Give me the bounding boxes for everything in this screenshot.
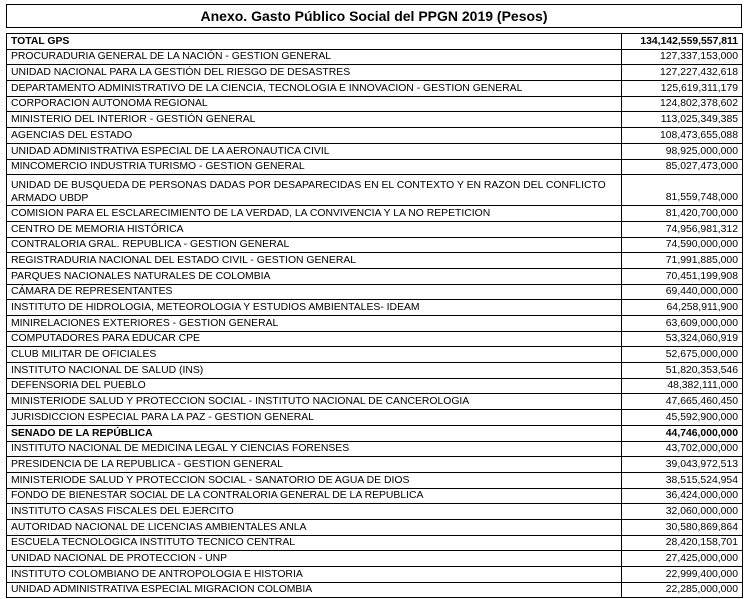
entity-name-cell[interactable]: AGENCIAS DEL ESTADO <box>7 128 622 144</box>
entity-name-cell[interactable]: CENTRO DE MEMORIA HISTÓRICA <box>7 221 622 237</box>
table-row <box>7 237 743 253</box>
amount-cell[interactable]: 53,324,060,919 <box>622 331 743 347</box>
amount-cell[interactable]: 134,142,559,557,811 <box>622 34 743 50</box>
amount-cell[interactable]: 32,060,000,000 <box>622 504 743 520</box>
table-row <box>7 300 743 316</box>
amount-cell[interactable]: 71,991,885,000 <box>622 253 743 269</box>
table-row <box>7 363 743 379</box>
entity-name-cell[interactable]: ESCUELA TECNOLOGICA INSTITUTO TECNICO CENTRAL <box>7 535 622 551</box>
entity-name-cell[interactable]: DEPARTAMENTO ADMINISTRATIVO DE LA CIENCIA, TECNOLOGIA E INNOVACION - GESTION GENERAL <box>7 81 622 97</box>
table-row <box>7 567 743 583</box>
spending-table-body <box>7 34 743 598</box>
entity-name-cell[interactable]: PROCURADURIA GENERAL DE LA NACIÓN - GESTION GENERAL <box>7 49 622 65</box>
entity-name-cell[interactable]: DEFENSORIA DEL PUEBLO <box>7 378 622 394</box>
amount-cell[interactable]: 69,440,000,000 <box>622 284 743 300</box>
entity-name-cell[interactable]: CÁMARA DE REPRESENTANTES <box>7 284 622 300</box>
table-row <box>7 394 743 410</box>
amount-cell[interactable]: 85,027,473,000 <box>622 159 743 175</box>
amount-cell[interactable]: 81,420,700,000 <box>622 206 743 222</box>
amount-cell[interactable]: 113,025,349,385 <box>622 112 743 128</box>
table-row <box>7 221 743 237</box>
entity-name-cell[interactable]: AUTORIDAD NACIONAL DE LICENCIAS AMBIENTALES ANLA <box>7 519 622 535</box>
table-row <box>7 331 743 347</box>
entity-name-cell[interactable]: INSTITUTO CASAS FISCALES DEL EJERCITO <box>7 504 622 520</box>
entity-name-cell[interactable]: UNIDAD ADMINISTRATIVA ESPECIAL DE LA AERONAUTICA CIVIL <box>7 143 622 159</box>
table-row <box>7 112 743 128</box>
table-row <box>7 457 743 473</box>
amount-cell[interactable]: 22,285,000,000 <box>622 582 743 598</box>
table-row <box>7 159 743 175</box>
table-row <box>7 253 743 269</box>
table-row <box>7 504 743 520</box>
table-row <box>7 175 743 206</box>
table-row <box>7 143 743 159</box>
amount-cell[interactable]: 22,999,400,000 <box>622 567 743 583</box>
entity-name-cell[interactable]: UNIDAD NACIONAL PARA LA GESTIÓN DEL RIESGO DE DESASTRES <box>7 65 622 81</box>
table-row <box>7 378 743 394</box>
entity-name-cell[interactable]: UNIDAD NACIONAL DE PROTECCION - UNP <box>7 551 622 567</box>
table-row <box>7 316 743 332</box>
amount-cell[interactable]: 45,592,900,000 <box>622 410 743 426</box>
entity-name-cell[interactable]: JURISDICCION ESPECIAL PARA LA PAZ - GESTION GENERAL <box>7 410 622 426</box>
table-row <box>7 268 743 284</box>
entity-name-cell[interactable]: INSTITUTO DE HIDROLOGIA, METEOROLOGIA Y ESTUDIOS AMBIENTALES- IDEAM <box>7 300 622 316</box>
table-row <box>7 582 743 598</box>
amount-cell[interactable]: 52,675,000,000 <box>622 347 743 363</box>
entity-name-cell[interactable]: MINIRELACIONES EXTERIORES - GESTION GENERAL <box>7 316 622 332</box>
table-row <box>7 347 743 363</box>
amount-cell[interactable]: 70,451,199,908 <box>622 268 743 284</box>
amount-cell[interactable]: 127,227,432,618 <box>622 65 743 81</box>
entity-name-cell[interactable]: COMPUTADORES PARA EDUCAR CPE <box>7 331 622 347</box>
amount-cell[interactable]: 63,609,000,000 <box>622 316 743 332</box>
amount-cell[interactable]: 36,424,000,000 <box>622 488 743 504</box>
table-row <box>7 535 743 551</box>
amount-cell[interactable]: 47,665,460,450 <box>622 394 743 410</box>
amount-cell[interactable]: 108,473,655,088 <box>622 128 743 144</box>
entity-name-cell[interactable]: MINCOMERCIO INDUSTRIA TURISMO - GESTION GENERAL <box>7 159 622 175</box>
entity-name-cell[interactable]: PRESIDENCIA DE LA REPUBLICA - GESTION GENERAL <box>7 457 622 473</box>
entity-name-cell[interactable]: INSTITUTO NACIONAL DE SALUD (INS) <box>7 363 622 379</box>
amount-cell[interactable]: 81,559,748,000 <box>622 175 743 206</box>
table-row <box>7 96 743 112</box>
amount-cell[interactable]: 64,258,911,900 <box>622 300 743 316</box>
entity-name-cell[interactable]: TOTAL GPS <box>7 34 622 50</box>
table-row <box>7 81 743 97</box>
entity-name-cell[interactable]: COMISION PARA EL ESCLARECIMIENTO DE LA VERDAD, LA CONVIVENCIA Y LA NO REPETICION <box>7 206 622 222</box>
spending-table <box>6 33 743 598</box>
entity-name-cell[interactable]: UNIDAD ADMINISTRATIVA ESPECIAL MIGRACION COLOMBIA <box>7 582 622 598</box>
amount-cell[interactable]: 51,820,353,546 <box>622 363 743 379</box>
entity-name-cell[interactable]: UNIDAD DE BUSQUEDA DE PERSONAS DADAS POR DESAPARECIDAS EN EL CONTEXTO Y EN RAZON DEL CONFLICTO ARMADO UBDP <box>7 175 622 206</box>
amount-cell[interactable]: 127,337,153,000 <box>622 49 743 65</box>
table-title: Anexo. Gasto Público Social del PPGN 2019 (Pesos) <box>6 4 742 28</box>
table-row <box>7 49 743 65</box>
entity-name-cell[interactable]: MINISTERIODE SALUD Y PROTECCION SOCIAL - SANATORIO DE AGUA DE DIOS <box>7 472 622 488</box>
table-row <box>7 128 743 144</box>
amount-cell[interactable]: 74,956,981,312 <box>622 221 743 237</box>
table-row <box>7 425 743 441</box>
table-row <box>7 441 743 457</box>
entity-name-cell[interactable]: CONTRALORIA GRAL. REPUBLICA - GESTION GENERAL <box>7 237 622 253</box>
entity-name-cell[interactable]: CLUB MILITAR DE OFICIALES <box>7 347 622 363</box>
table-row <box>7 519 743 535</box>
entity-name-cell[interactable]: REGISTRADURIA NACIONAL DEL ESTADO CIVIL - GESTION GENERAL <box>7 253 622 269</box>
table-row <box>7 284 743 300</box>
entity-name-cell[interactable]: CORPORACION AUTONOMA REGIONAL <box>7 96 622 112</box>
amount-cell[interactable]: 44,746,000,000 <box>622 425 743 441</box>
amount-cell[interactable]: 124,802,378,602 <box>622 96 743 112</box>
entity-name-cell[interactable]: INSTITUTO NACIONAL DE MEDICINA LEGAL Y CIENCIAS FORENSES <box>7 441 622 457</box>
entity-name-cell[interactable]: SENADO DE LA REPÚBLICA <box>7 425 622 441</box>
table-row <box>7 551 743 567</box>
amount-cell[interactable]: 30,580,869,864 <box>622 519 743 535</box>
amount-cell[interactable]: 38,515,524,954 <box>622 472 743 488</box>
amount-cell[interactable]: 98,925,000,000 <box>622 143 743 159</box>
entity-name-cell[interactable]: FONDO DE BIENESTAR SOCIAL DE LA CONTRALORIA GENERAL DE LA REPUBLICA <box>7 488 622 504</box>
table-row <box>7 65 743 81</box>
amount-cell[interactable]: 43,702,000,000 <box>622 441 743 457</box>
entity-name-cell[interactable]: PARQUES NACIONALES NATURALES DE COLOMBIA <box>7 268 622 284</box>
table-row <box>7 410 743 426</box>
entity-name-cell[interactable]: MINISTERIODE SALUD Y PROTECCION SOCIAL - INSTITUTO NACIONAL DE CANCEROLOGIA <box>7 394 622 410</box>
amount-cell[interactable]: 48,382,111,000 <box>622 378 743 394</box>
table-row <box>7 472 743 488</box>
amount-cell[interactable]: 28,420,158,701 <box>622 535 743 551</box>
table-row <box>7 206 743 222</box>
table-row <box>7 34 743 50</box>
table-row <box>7 488 743 504</box>
amount-cell[interactable]: 27,425,000,000 <box>622 551 743 567</box>
amount-cell[interactable]: 74,590,000,000 <box>622 237 743 253</box>
entity-name-cell[interactable]: MINISTERIO DEL INTERIOR - GESTIÓN GENERAL <box>7 112 622 128</box>
amount-cell[interactable]: 125,619,311,179 <box>622 81 743 97</box>
amount-cell[interactable]: 39,043,972,513 <box>622 457 743 473</box>
entity-name-cell[interactable]: INSTITUTO COLOMBIANO DE ANTROPOLOGIA E HISTORIA <box>7 567 622 583</box>
